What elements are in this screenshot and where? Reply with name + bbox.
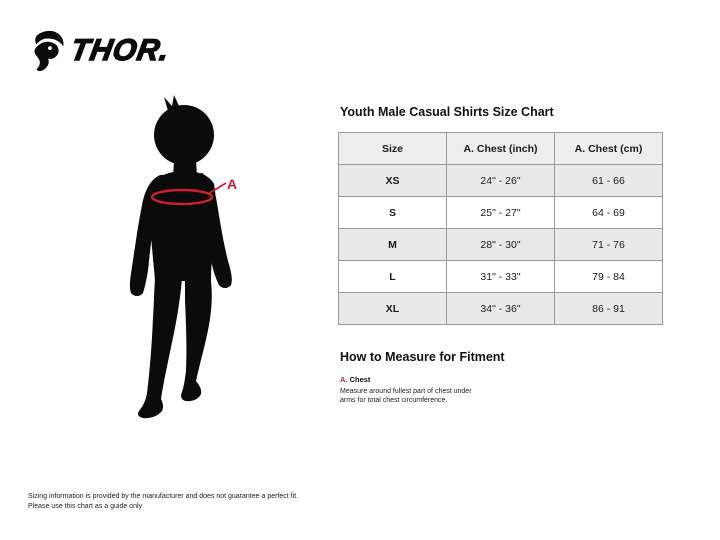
table-row bbox=[339, 165, 663, 197]
chest-inch-value: 25" - 27" bbox=[447, 197, 555, 229]
thor-logo bbox=[30, 30, 173, 72]
chest-cm-value: 61 - 66 bbox=[555, 165, 663, 197]
thor-goat-icon bbox=[30, 30, 68, 72]
measure-description: Measure around fullest part of chest under arms for total chest circumference. bbox=[340, 388, 472, 405]
measure-key-letter: A. bbox=[340, 375, 348, 384]
how-to-measure-heading: How to Measure for Fitment bbox=[340, 350, 505, 364]
chest-measure-label: A bbox=[227, 176, 238, 192]
child-silhouette-figure bbox=[100, 85, 320, 430]
chest-cm-value: 71 - 76 bbox=[555, 229, 663, 261]
size-value: L bbox=[339, 261, 447, 293]
table-header-row bbox=[339, 133, 663, 165]
table-row bbox=[339, 261, 663, 293]
silhouette-body bbox=[130, 95, 232, 418]
chest-cm-value: 79 - 84 bbox=[555, 261, 663, 293]
size-chart-title: Youth Male Casual Shirts Size Chart bbox=[340, 105, 554, 119]
table-row bbox=[339, 197, 663, 229]
chest-inch-value: 28" - 30" bbox=[447, 229, 555, 261]
thor-logo-text: THOR. bbox=[68, 34, 173, 67]
disclaimer-line-2: Please use this chart as a guide only bbox=[28, 503, 143, 511]
chest-inch-value: 34" - 36" bbox=[447, 293, 555, 325]
measure-key-line bbox=[340, 375, 550, 384]
column-header-chest-cm: A. Chest (cm) bbox=[555, 133, 663, 165]
column-header-size: Size bbox=[339, 133, 447, 165]
measure-key-name: Chest bbox=[349, 375, 371, 384]
size-chart-table bbox=[338, 132, 663, 325]
chest-inch-value: 31" - 33" bbox=[447, 261, 555, 293]
chest-cm-value: 86 - 91 bbox=[555, 293, 663, 325]
size-value: XL bbox=[339, 293, 447, 325]
size-value: XS bbox=[339, 165, 447, 197]
chest-inch-value: 24" - 26" bbox=[447, 165, 555, 197]
size-chart-section bbox=[338, 105, 663, 325]
size-value: M bbox=[339, 229, 447, 261]
column-header-chest-inch: A. Chest (inch) bbox=[447, 133, 555, 165]
disclaimer-text bbox=[28, 492, 298, 512]
table-row bbox=[339, 229, 663, 261]
chest-cm-value: 64 - 69 bbox=[555, 197, 663, 229]
table-row bbox=[339, 293, 663, 325]
disclaimer-line-1: Sizing information is provided by the manufacturer and does not guarantee a perfect fit. bbox=[28, 493, 299, 500]
how-to-measure-section bbox=[340, 350, 550, 406]
size-value: S bbox=[339, 197, 447, 229]
